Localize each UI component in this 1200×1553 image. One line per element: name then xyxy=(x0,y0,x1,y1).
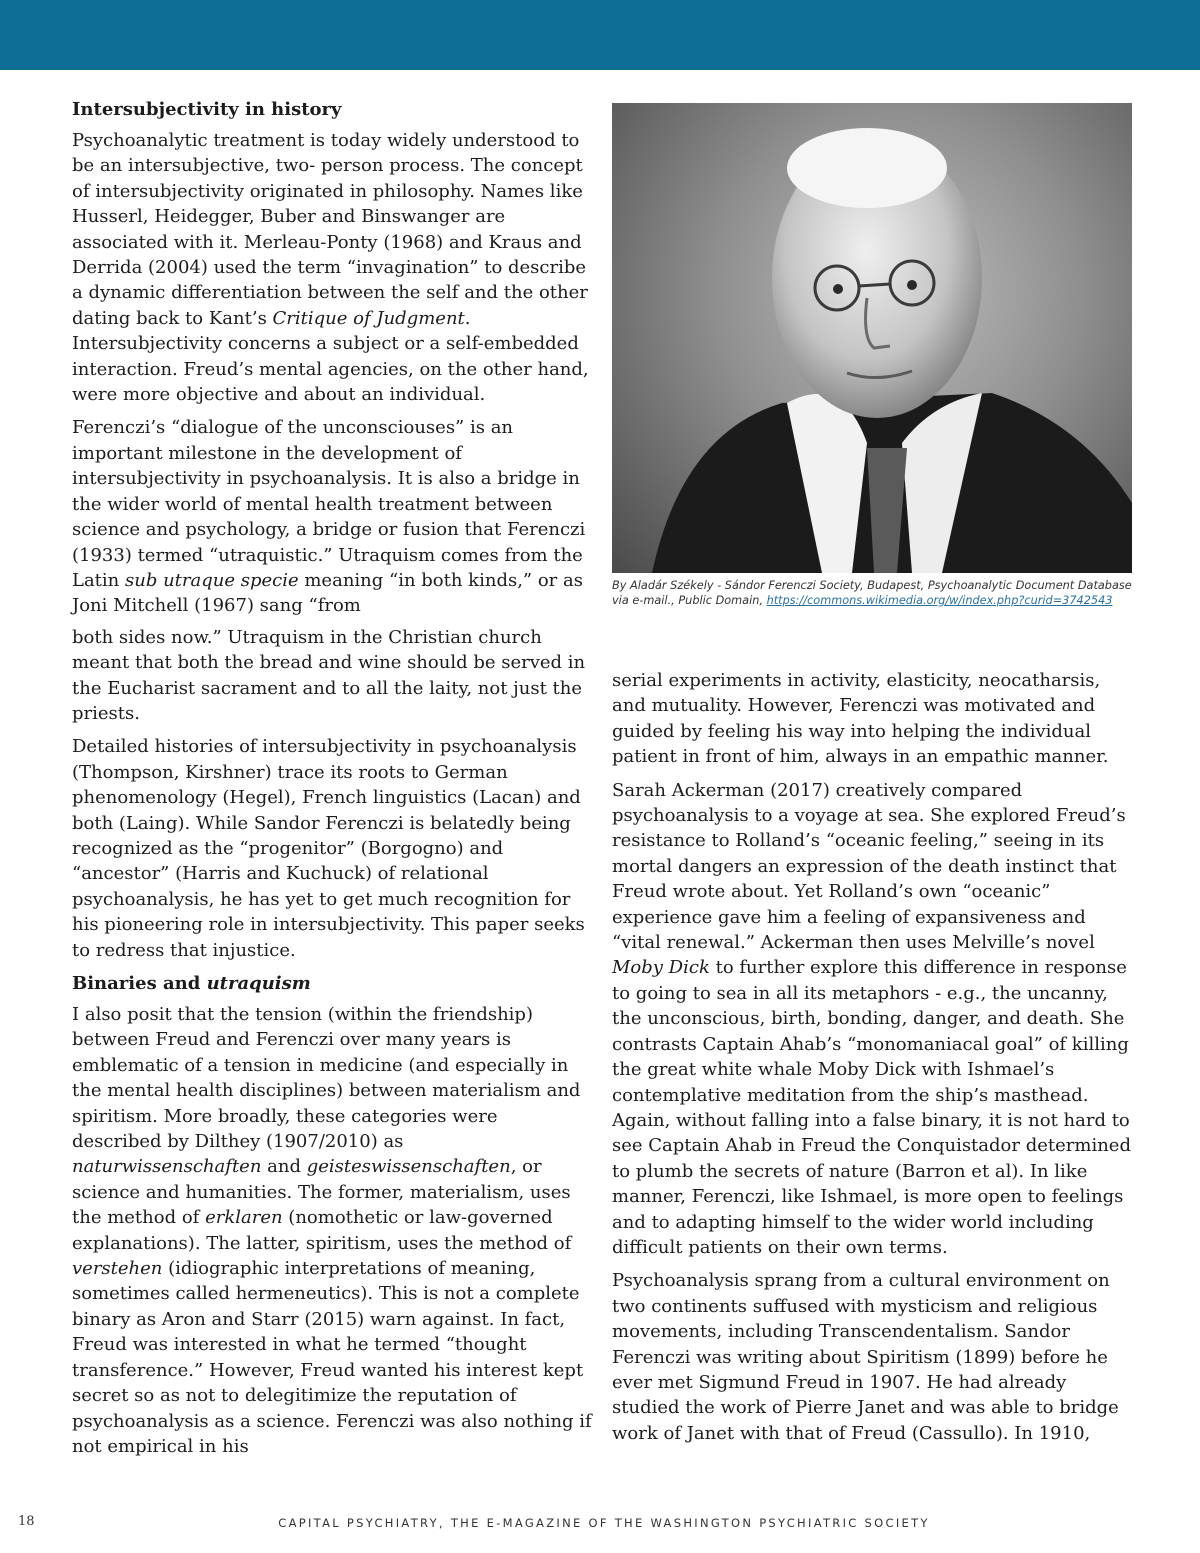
text-run: . Intersubjectivity concerns a subject or a self-embedded interaction. Freud’s mental agencies, on the other hand, were more objective and about an individual. xyxy=(72,307,589,406)
caption-text: By Aladár Székely - Sándor Ferenczi Society, Budapest, Psychoanalytic Document Database via e-mail., Public Domain, xyxy=(612,579,1132,607)
heading-italic-text: utraquism xyxy=(206,973,311,994)
eye-right xyxy=(907,280,917,290)
section-heading-intersubjectivity: Intersubjectivity in history xyxy=(72,99,342,120)
text-run: I also posit that the tension (within the friendship) between Freud and Ferenczi over many years is emblematic of a tension in medicine (and especially in the mental health disciplines) between materialism and spiritism. More broadly, these categories were described by Dilthey (1907/2010) as xyxy=(72,1004,581,1153)
italic-term: erklaren xyxy=(205,1207,283,1229)
publication-title: CAPITAL PSYCHIATRY, THE E-MAGAZINE OF THE WASHINGTON PSYCHIATRIC SOCIETY xyxy=(278,1516,930,1530)
text-run: Ferenczi’s “dialogue of the unconsciouses” is an important milestone in the development of intersubjectivity in psychoanalysis. It is also a bridge in the wider world of mental health treatment between science and psychology, a bridge or fusion that Ferenczi (1933) termed “utraquistic.” Utraquism comes from the Latin xyxy=(72,417,586,591)
section-heading-binaries xyxy=(72,971,592,996)
text-run: to further explore this difference in response to going to sea in all its metaphors - e.g., the uncanny, the unconscious, birth, bonding, danger, and death. She contrasts Captain Ahab’s “monomaniacal goal” of killing the great white whale Moby Dick with Ishmael’s contemplative meditation from the ship’s masthead. Again, without falling into a false binary, it is not hard to see Captain Ahab in Freud the Conquistador determined to plumb the secrets of nature (Barron et al). In like manner, Ferenczi, like Ishmael, is more open to feelings and to adapting himself to the wider world including difficult patients on their own terms. xyxy=(612,957,1131,1258)
text-run: and xyxy=(261,1156,307,1178)
paragraph: both sides now.” Utraquism in the Christian church meant that both the bread and wine should be served in the Eucharist sacrament and to all the laity, not just the priests. xyxy=(72,626,586,724)
paragraph xyxy=(72,415,592,618)
text-run: meaning “in both kinds,” or as Joni Mitchell (1967) sang “from xyxy=(72,569,583,617)
portrait-illustration xyxy=(612,103,1132,573)
text-run: (idiographic interpretations of meaning, sometimes called hermeneutics). This is not a complete binary as Aron and Starr (2015) warn against. In fact, Freud was interested in what he termed “thought transference.” However, Freud wanted his interest kept secret so as not to delegitimize the reputation of psychoanalysis as a science. Ferenczi was also nothing if not empirical in his xyxy=(72,1258,592,1457)
portrait-photo xyxy=(612,103,1132,573)
text-run: Psychoanalytic treatment is today widely understood to be an intersubjective, two- person process. The concept of intersubjectivity originated in philosophy. Names like Husserl, Heidegger, Buber and Binswanger are associated with it. Merleau-Ponty (1968) and Kraus and Derrida (2004) used the term “invagination” to describe a dynamic differentiation between the self and the other dating back to Kant’s xyxy=(72,130,588,329)
text-run: Sarah Ackerman (2017) creatively compared psychoanalysis to a voyage at sea. She explored Freud’s resistance to Rolland’s “oceanic feeling,” seeing in its mortal dangers an expression of the death instinct that Freud wrote about. Yet Rolland’s own “oceanic” experience gave him a feeling of expansiveness and “vital renewal.” Ackerman then uses Melville’s novel xyxy=(612,779,1126,954)
header-bar xyxy=(0,0,1200,70)
caption-link[interactable]: https://commons.wikimedia.org/w/index.php?curid=3742543 xyxy=(766,594,1113,607)
italic-term: verstehen xyxy=(72,1258,163,1280)
forehead-highlight xyxy=(787,128,947,208)
paragraph xyxy=(72,1002,592,1459)
paragraph xyxy=(612,778,1132,1261)
eye-left xyxy=(833,284,843,294)
text-run: (nomothetic or law-governed explanations). The latter, spiritism, uses the method of xyxy=(72,1207,572,1254)
left-column xyxy=(72,97,592,1467)
page-number: 18 xyxy=(18,1514,35,1529)
italic-term: naturwissenschaften xyxy=(72,1156,262,1178)
paragraph xyxy=(72,128,592,407)
italic-term: geisteswissenschaften xyxy=(306,1156,511,1178)
paragraph: Detailed histories of intersubjectivity in psychoanalysis (Thompson, Kirshner) trace its roots to German phenomenology (Hegel), French linguistics (Lacan) and both (Laing). While Sandor Ferenczi is belatedly being recognized as the “progenitor” (Borgogno) and “ancestor” (Harris and Kuchuck) of relational psychoanalysis, he has yet to get much recognition for his pioneering role in intersubjectivity. This paper seeks to redress that injustice. xyxy=(72,736,585,961)
photo-caption xyxy=(612,578,1137,608)
text-run: , or science and humanities. The former, materialism, uses the method of xyxy=(72,1156,571,1229)
paragraph: Psychoanalysis sprang from a cultural environment on two continents suffused with mysticism and religious movements, including Transcendentalism. Sandor Ferenczi was writing about Spiritism (1899) before he ever met Sigmund Freud in 1907. He had already studied the work of Pierre Janet and was able to bridge work of Janet with that of Freud (Cassullo). In 1910, xyxy=(612,1270,1119,1444)
book-title: Critique of Judgment xyxy=(272,307,465,329)
latin-phrase: sub utraque specie xyxy=(125,569,299,591)
right-column xyxy=(612,668,1132,1454)
glasses-bridge xyxy=(859,284,890,286)
book-title: Moby Dick xyxy=(612,957,710,979)
heading-text: Binaries and xyxy=(72,973,207,994)
paragraph: serial experiments in activity, elasticity, neocatharsis, and mutuality. However, Ferenczi was motivated and guided by feeling his way into helping the individual patient in front of him, always in an empathic manner. xyxy=(612,670,1109,768)
